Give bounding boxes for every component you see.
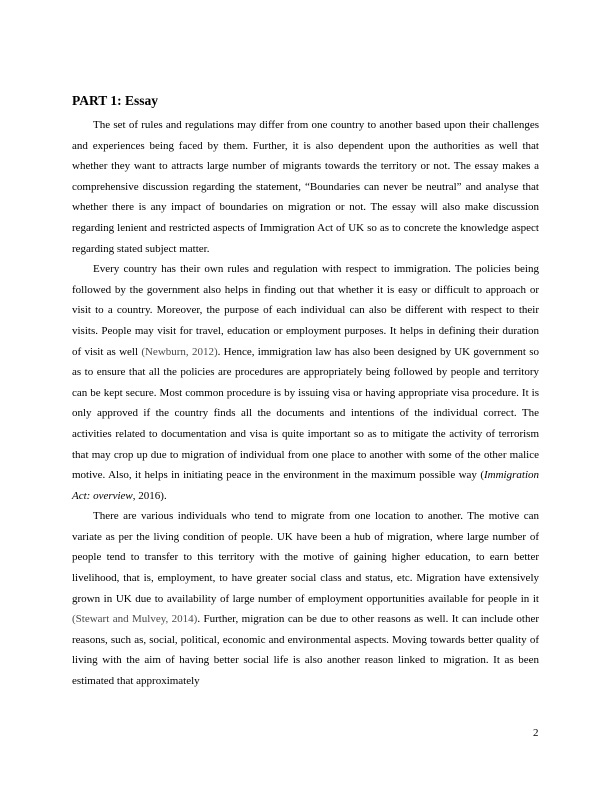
citation-newburn: (Newburn, 2012) bbox=[141, 345, 218, 358]
paragraph-text: . Further, migration can be due to other reasons as well. It can include other reasons, such as, social, political, economic and environmental aspects. Moving towards better quality of living with the aim of having better social life is also another reason linked to migration. It as been estimated that approximately bbox=[72, 613, 539, 688]
paragraph-2 bbox=[72, 259, 539, 506]
section-heading: PART 1: Essay bbox=[72, 93, 159, 108]
citation-stewart-mulvey: (Stewart and Mulvey, 2014) bbox=[72, 613, 198, 626]
citation-immigration-act: Immigration Act: overview bbox=[72, 469, 539, 502]
essay-body bbox=[72, 115, 539, 692]
paragraph-text: Every country has their own rules and regulation with respect to immigration. The policies being followed by the government also helps in finding out that whether it is easy or difficult to approach or visit to a country. Moreover, the purpose of each individual can also be different with respect to their visits. People may visit for travel, education or employment purposes. It helps in defining their duration of visit as well bbox=[72, 263, 539, 358]
paragraph-text: . Hence, immigration law has also been designed by UK government so as to ensure that all the policies are procedures are appropriately being followed by people and territory can be kept secure. Most common procedure is by issuing visa or having appropriate visa procedure. It is only approved if the country finds all the documents and intentions of the individual correct. The activities related to documentation and visa is quite important so as to mitigate the activity of terrorism that may crop up due to migration of individual from one place to another with some of the other malice motive. Also, it helps in initiating peace in the environment in the maximum possible way ( bbox=[72, 345, 539, 482]
paragraph-3 bbox=[72, 506, 539, 691]
paragraph-text: The set of rules and regulations may differ from one country to another based upon their challenges and experiences being faced by them. Further, it is also dependent upon the authorities as well that whether they want to attracts large number of migrants towards the territory or not. The essay makes a comprehensive discussion regarding the statement, “Boundaries can never be neutral” and analyse that whether there is any impact of boundaries on migration or not. The essay will also make discussion regarding lenient and restricted aspects of Immigration Act of UK so as to concrete the knowledge aspect regarding stated subject matter. bbox=[72, 119, 539, 255]
paragraph-text: , 2016). bbox=[132, 489, 167, 502]
paragraph-1 bbox=[72, 115, 539, 259]
page-number: 2 bbox=[533, 727, 539, 739]
paragraph-text: There are various individuals who tend to migrate from one location to another. The motive can variate as per the living condition of people. UK have been a hub of migration, where large number of people tend to transfer to this territory with the motive of gaining higher education, to earn better livelihood, that is, employment, to have greater social class and status, etc. Migration have extensively grown in UK due to availability of large number of employment opportunities available for people in it bbox=[72, 510, 539, 605]
